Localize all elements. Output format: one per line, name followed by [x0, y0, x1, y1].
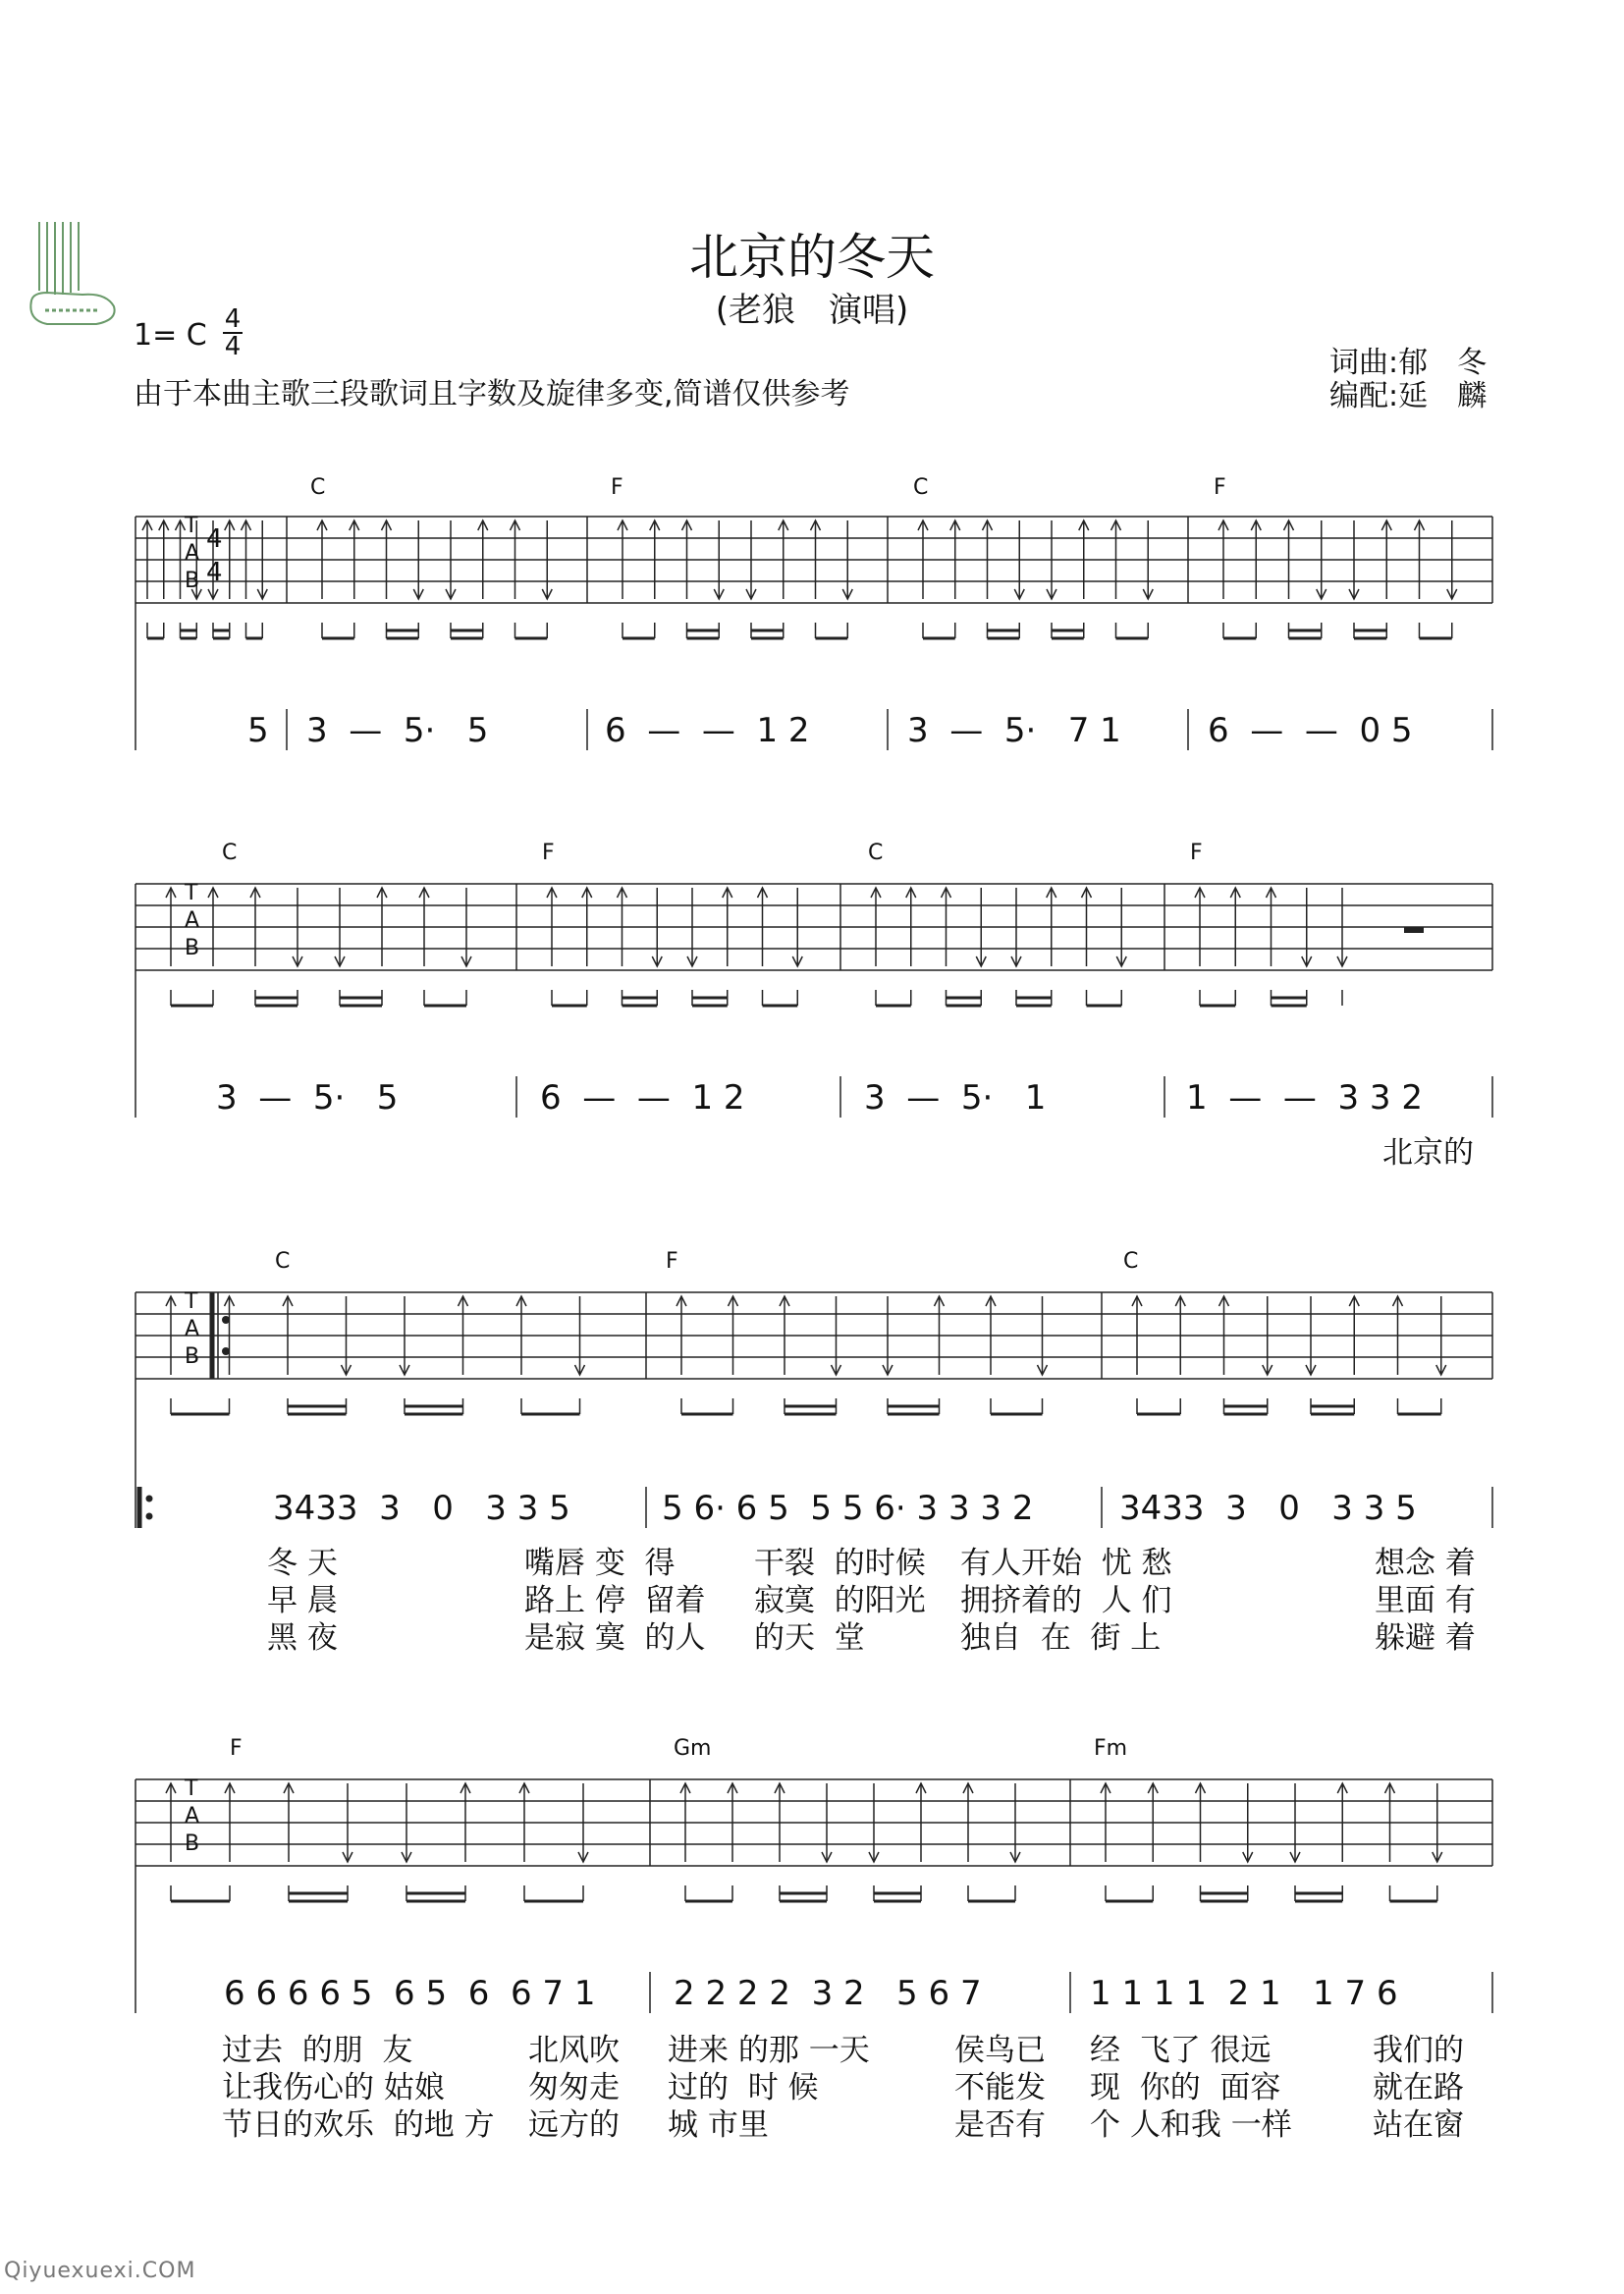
jianpu-pickup: 5	[247, 711, 269, 750]
lyric-v3: 是寂 寞 的人	[524, 1620, 706, 1656]
tab-clef: T A B	[185, 1289, 200, 1369]
credit-lyrics-music: 词曲:郁 冬	[1329, 346, 1488, 380]
lyric-v2: 让我伤心的 姑娘	[222, 2070, 445, 2105]
jianpu-measure: 6 — — 1 2	[540, 1078, 745, 1118]
tab-clef: T A B	[185, 514, 200, 593]
lyric-v1: 冬 天	[267, 1546, 338, 1581]
chord-label: F	[1190, 841, 1203, 865]
song-subtitle: (老狼 演唱)	[715, 291, 909, 330]
chord-label: F	[542, 841, 555, 865]
lyric-v2: 路上 停 留着	[524, 1583, 706, 1618]
chord-label: C	[868, 841, 884, 865]
chord-label: C	[310, 475, 326, 500]
jianpu-measure: 3433 3 0 3 3 5	[273, 1489, 570, 1528]
repeat-dot	[146, 1513, 153, 1520]
lyric-v3: 站在窗	[1373, 2107, 1464, 2143]
chord-label: Gm	[674, 1736, 712, 1761]
jianpu-measure: 6 6 6 6 5 6 5 6 6 7 1	[224, 1974, 596, 2013]
chord-label: C	[913, 475, 929, 500]
lyric-v3: 黑 夜	[267, 1620, 338, 1656]
lyric-v1: 嘴唇 变 得	[524, 1546, 676, 1581]
lyric-v1: 有人开始 忧 愁	[960, 1546, 1172, 1581]
chord-label: F	[666, 1249, 678, 1274]
lyric-pickup: 北京的	[1382, 1135, 1474, 1171]
lyric-v1: 经 飞了 很远	[1090, 2033, 1272, 2068]
chord-label: Fm	[1094, 1736, 1128, 1761]
time-signature: 4 4	[224, 304, 242, 361]
tab-meter: 4 4	[206, 524, 223, 587]
lyric-v1: 进来 的那 一天	[668, 2033, 870, 2068]
repeat-dot	[222, 1347, 230, 1355]
site-watermark: Qiyuexuexi.COM	[4, 2259, 196, 2283]
rest-mark	[1404, 927, 1424, 933]
key-signature: 1= C	[134, 318, 207, 353]
jianpu-measure: 1 — — 3 3 2	[1186, 1078, 1423, 1118]
lyric-v2: 寂寞 的阳光	[754, 1583, 926, 1618]
repeat-dot	[146, 1496, 153, 1502]
tab-clef: T A B	[185, 881, 200, 960]
jianpu-measure: 5 6· 6 5 5 5 6· 3 3 3 2	[662, 1489, 1034, 1528]
jianpu-measure: 6 — — 1 2	[605, 711, 810, 750]
lyric-v3: 躲避 着	[1375, 1620, 1476, 1656]
jianpu-measure: 2 2 2 2 3 2 5 6 7	[674, 1974, 982, 2013]
jianpu-measure: 3433 3 0 3 3 5	[1119, 1489, 1417, 1528]
lyric-v3: 个 人和我 一样	[1090, 2107, 1292, 2143]
lyric-v1: 侯鸟已	[954, 2033, 1046, 2068]
lyric-v1: 干裂 的时候	[754, 1546, 926, 1581]
lyric-v1: 过去 的朋 友	[222, 2033, 413, 2068]
lyric-v2: 现 你的 面容	[1090, 2070, 1281, 2105]
jianpu-measure: 3 — 5· 5	[216, 1078, 399, 1118]
performance-note: 由于本曲主歌三段歌词且字数及旋律多变,简谱仅供参考	[134, 377, 850, 411]
lyric-v3: 节日的欢乐 的地 方	[222, 2107, 495, 2143]
tab-clef: T A B	[185, 1776, 200, 1856]
chord-label: C	[1123, 1249, 1139, 1274]
jianpu-measure: 6 — — 0 5	[1208, 711, 1413, 750]
lyric-v3: 的天 堂	[754, 1620, 865, 1656]
chord-label: C	[275, 1249, 291, 1274]
lyric-v3: 独自 在 街 上	[960, 1620, 1162, 1656]
lyric-v3: 城 市里	[668, 2107, 769, 2143]
lyric-v2: 不能发	[954, 2070, 1046, 2105]
lyric-v2: 早 晨	[267, 1583, 338, 1618]
lyric-v2: 过的 时 候	[668, 2070, 819, 2105]
lyric-v2: 匆匆走	[528, 2070, 620, 2105]
jianpu-measure: 1 1 1 1 2 1 1 7 6	[1090, 1974, 1398, 2013]
lyric-v2: 就在路	[1373, 2070, 1464, 2105]
lyric-v3: 是否有	[954, 2107, 1046, 2143]
jianpu-measure: 3 — 5· 5	[306, 711, 489, 750]
jianpu-measure: 3 — 5· 1	[864, 1078, 1047, 1118]
credit-arrangement: 编配:延 麟	[1329, 379, 1488, 413]
lyric-v2: 拥挤着的 人 们	[960, 1583, 1172, 1618]
chord-label: F	[611, 475, 623, 500]
jianpu-measure: 3 — 5· 7 1	[907, 711, 1121, 750]
chord-label: F	[230, 1736, 243, 1761]
lyric-v2: 里面 有	[1375, 1583, 1476, 1618]
lyric-v1: 北风吹	[528, 2033, 620, 2068]
song-title: 北京的冬天	[689, 229, 935, 286]
repeat-dot	[222, 1316, 230, 1324]
lyric-v1: 想念 着	[1375, 1546, 1476, 1581]
chord-label: C	[222, 841, 238, 865]
lyric-v1: 我们的	[1373, 2033, 1464, 2068]
lyric-v3: 远方的	[528, 2107, 620, 2143]
chord-label: F	[1214, 475, 1226, 500]
